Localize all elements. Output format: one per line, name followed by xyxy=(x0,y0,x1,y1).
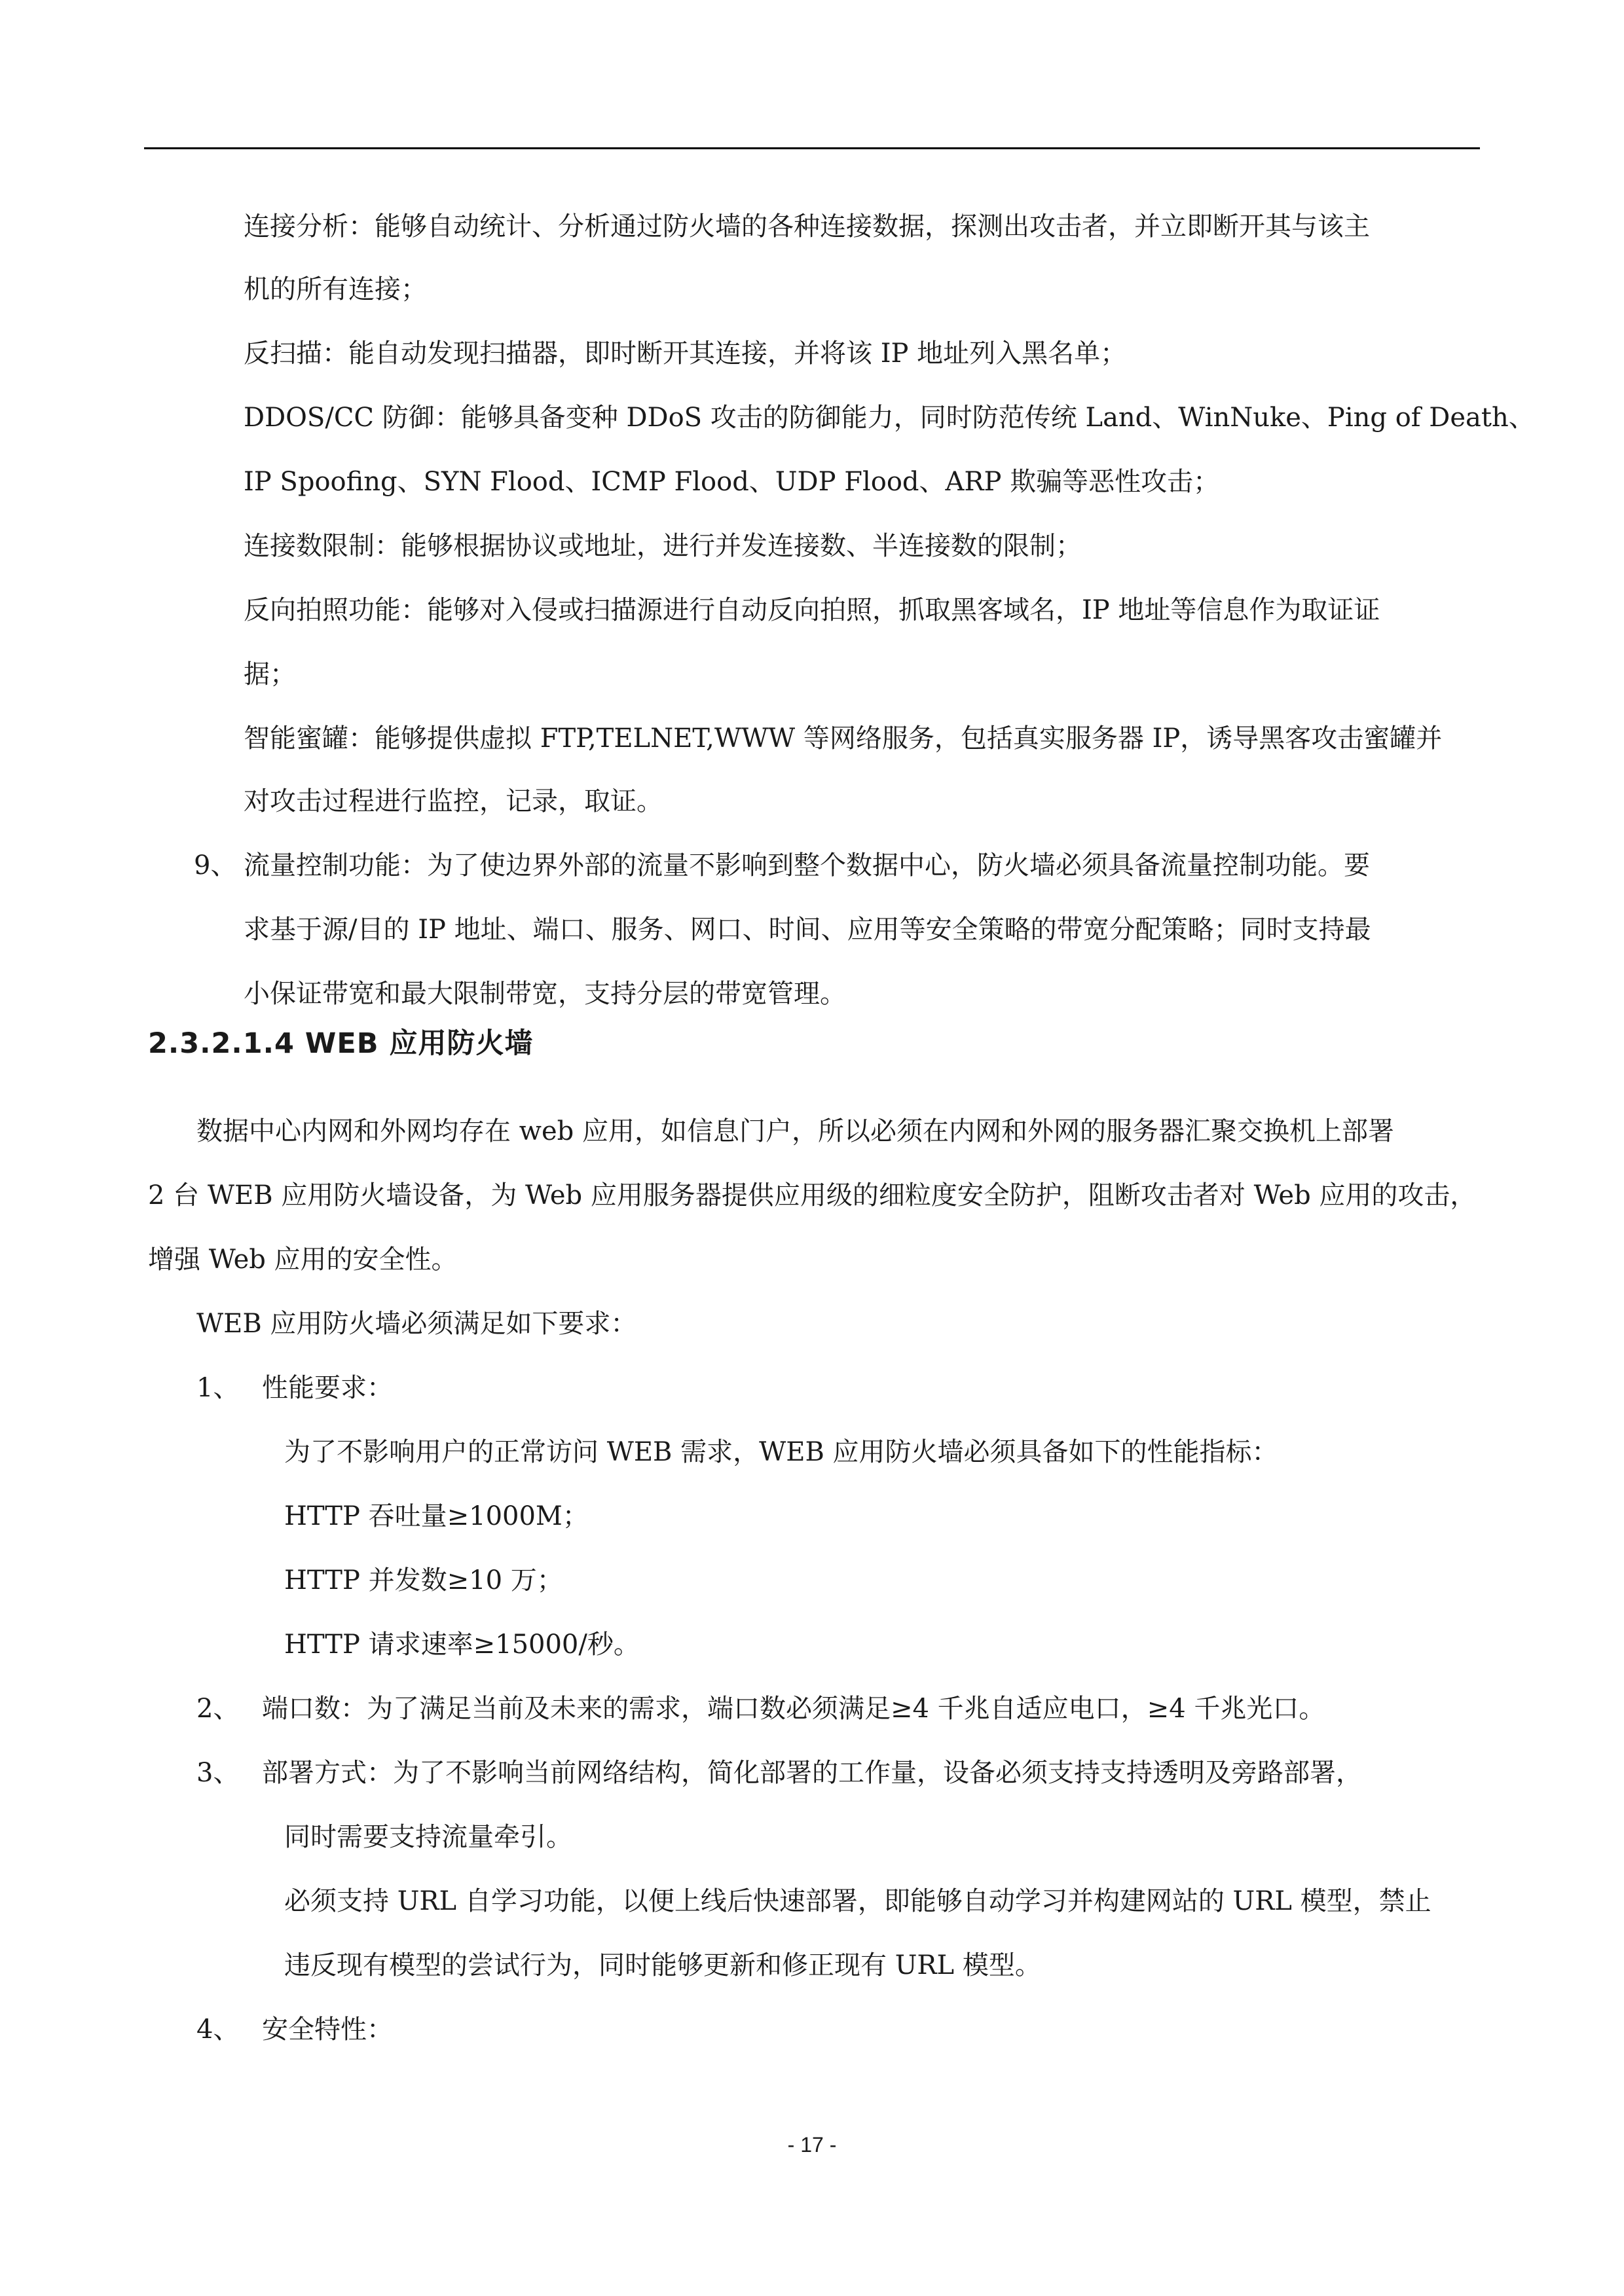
text-line: 对攻击过程进行监控，记录，取证。 xyxy=(244,786,663,816)
text-line: 部署方式：为了不影响当前网络结构，简化部署的工作量，设备必须支持支持透明及旁路部署， xyxy=(262,1758,1362,1788)
text-line: 连接数限制：能够根据协议或地址，进行并发连接数、半连接数的限制； xyxy=(244,531,1082,561)
text-line: 连接分析：能够自动统计、分析通过防火墙的各种连接数据，探测出攻击者，并立即断开其与该主 xyxy=(244,211,1370,242)
text-line: 数据中心内网和外网均存在 web 应用，如信息门户，所以必须在内网和外网的服务器汇聚交换机上部署 xyxy=(196,1116,1394,1146)
text-line: 求基于源/目的 IP 地址、端口、服务、网口、时间、应用等安全策略的带宽分配策略；同时支持最 xyxy=(244,915,1371,945)
text-line: IP Spoofing、SYN Flood、ICMP Flood、UDP Flood、ARP 欺骗等恶性攻击； xyxy=(244,467,1220,497)
text-line: HTTP 请求速率≥15000/秒。 xyxy=(284,1630,640,1660)
text-line: HTTP 吞吐量≥1000M； xyxy=(284,1501,589,1531)
text-line: 机的所有连接； xyxy=(244,274,427,304)
list-number: 2、 xyxy=(196,1694,240,1724)
text-line: 反向拍照功能：能够对入侵或扫描源进行自动反向拍照，抓取黑客域名，IP 地址等信息作为取证证 xyxy=(244,595,1380,625)
text-line: 流量控制功能：为了使边界外部的流量不影响到整个数据中心，防火墙必须具备流量控制功能。要 xyxy=(244,850,1370,881)
text-line: 小保证带宽和最大限制带宽，支持分层的带宽管理。 xyxy=(244,979,846,1009)
text-line: 同时需要支持流量牵引。 xyxy=(284,1822,572,1852)
text-line: 增强 Web 应用的安全性。 xyxy=(148,1245,458,1275)
text-line: DDOS/CC 防御：能够具备变种 DDoS 攻击的防御能力，同时防范传统 Land、WinNuke、Ping of Death、 xyxy=(244,403,1535,433)
text-line: 必须支持 URL 自学习功能，以便上线后快速部署，即能够自动学习并构建网站的 URL 模型，禁止 xyxy=(284,1886,1431,1916)
text-line: WEB 应用防火墙必须满足如下要求： xyxy=(196,1309,637,1339)
text-line: 据； xyxy=(244,659,296,689)
list-number: 4、 xyxy=(196,2014,240,2045)
text-line: 为了不影响用户的正常访问 WEB 需求，WEB 应用防火墙必须具备如下的性能指标： xyxy=(284,1437,1278,1467)
list-number: 9、 xyxy=(194,850,237,881)
list-number: 1、 xyxy=(196,1373,240,1403)
text-line: 反扫描：能自动发现扫描器，即时断开其连接，并将该 IP 地址列入黑名单； xyxy=(244,338,1127,369)
text-line: HTTP 并发数≥10 万； xyxy=(284,1565,563,1595)
page-number: - 17 - xyxy=(787,2133,837,2157)
text-line: 安全特性： xyxy=(262,2014,393,2045)
list-number: 3、 xyxy=(196,1758,240,1788)
text-line: 性能要求： xyxy=(262,1373,393,1403)
section-heading: 2.3.2.1.4 WEB 应用防火墙 xyxy=(148,1027,534,1060)
text-line: 端口数：为了满足当前及未来的需求，端口数必须满足≥4 千兆自适应电口，≥4 千兆光口。 xyxy=(262,1694,1325,1724)
text-line: 智能蜜罐：能够提供虚拟 FTP,TELNET,WWW 等网络服务，包括真实服务器 IP，诱导黑客攻击蜜罐并 xyxy=(244,723,1443,754)
text-line: 2 台 WEB 应用防火墙设备，为 Web 应用服务器提供应用级的细粒度安全防护，阻断攻击者对 Web 应用的攻击， xyxy=(148,1180,1477,1211)
header-rule xyxy=(144,147,1480,149)
text-line: 违反现有模型的尝试行为，同时能够更新和修正现有 URL 模型。 xyxy=(284,1950,1041,1980)
